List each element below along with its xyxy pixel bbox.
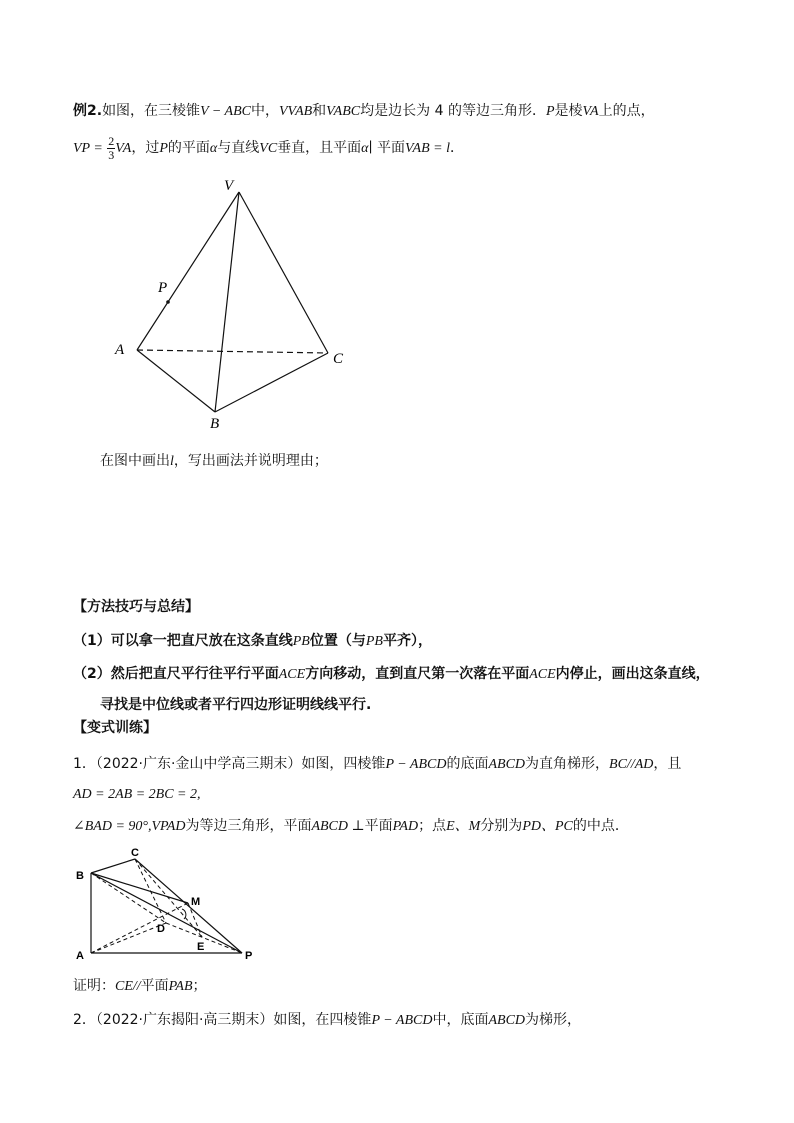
edge-BC	[91, 859, 135, 873]
text: 分别为	[480, 818, 523, 834]
edge-CD-hidden	[135, 859, 166, 923]
text: （2）然后把直尺平行往平行平面	[73, 666, 279, 682]
method-step2	[73, 664, 710, 685]
label-A: A	[76, 950, 84, 962]
math: P − ABCD	[371, 1013, 433, 1028]
math: P − ABCD	[385, 757, 447, 772]
label-P: P	[245, 950, 253, 962]
variants-heading: 【变式训练】	[73, 720, 157, 736]
instruction	[100, 451, 328, 472]
math: ABCD	[488, 1013, 526, 1028]
text: 均是边长为 4 的等边三角形．	[360, 103, 546, 119]
math: PB	[292, 634, 310, 649]
math: BC//AD	[609, 757, 654, 772]
text: 是棱	[554, 103, 583, 119]
math: P	[159, 141, 168, 156]
label-D: D	[157, 923, 165, 935]
example2-line1	[73, 101, 655, 122]
label-E: E	[197, 941, 205, 953]
text: 与直线	[217, 140, 260, 156]
label-A: A	[115, 342, 125, 358]
edge-BD-hidden	[91, 873, 166, 923]
example-label: 例2.	[73, 103, 103, 119]
edge-CP	[135, 859, 242, 953]
math: VA	[115, 141, 132, 156]
text: ，且	[653, 756, 682, 772]
math: PB	[365, 634, 383, 649]
text: 内停止，画出这条直线，	[555, 666, 710, 682]
math: VP =	[73, 141, 103, 156]
fraction-numerator: 2	[108, 133, 115, 148]
math: ABCD	[488, 757, 526, 772]
math: ACE	[278, 667, 306, 682]
text: 为直角梯形，	[525, 756, 610, 772]
text: 平面	[364, 818, 393, 834]
text: ．	[450, 140, 464, 156]
edge-AC-hidden	[137, 350, 328, 353]
math: VVAB	[279, 104, 313, 119]
edge-AD-hidden	[91, 923, 166, 953]
math: PAD	[392, 819, 419, 834]
label-C: C	[131, 847, 139, 859]
math: VC	[259, 141, 278, 156]
label-V: V	[224, 178, 234, 194]
math: ABCD ⊥	[311, 819, 365, 834]
edge-VC	[239, 192, 328, 353]
math: VAB = l	[405, 141, 450, 156]
text: 的中点．	[572, 818, 629, 834]
text: 位置（与	[309, 633, 366, 649]
text: 在图中画出	[100, 453, 170, 469]
text: 中，	[251, 103, 279, 119]
edge-VB	[215, 192, 239, 412]
text: 平面	[372, 140, 406, 156]
math: PAB	[168, 979, 193, 994]
edge-VA	[137, 192, 239, 350]
math: ACE	[529, 667, 556, 682]
pyramid-figure	[70, 843, 270, 968]
text: 平面	[140, 978, 169, 994]
math: PD、PC	[522, 819, 573, 834]
question2-line1	[73, 1010, 581, 1031]
point-P	[166, 300, 170, 304]
text: 上的点，	[598, 103, 655, 119]
math: V − ABC	[200, 104, 251, 119]
proof-line	[73, 976, 207, 997]
math: VABC	[326, 104, 361, 119]
label-P: P	[158, 280, 168, 296]
text: 方向移动，直到直尺第一次落在平面	[305, 666, 530, 682]
text: 2．（2022·广东揭阳·高三期末）如图，在四棱锥	[73, 1012, 372, 1028]
text: ；	[192, 978, 207, 994]
text: ，写出画法并说明理由；	[173, 453, 328, 469]
fraction-denominator: 3	[108, 147, 115, 162]
text: 的底面	[446, 756, 489, 772]
text: 为梯形，	[525, 1012, 582, 1028]
label-M: M	[191, 896, 201, 908]
edge-BC	[215, 353, 328, 412]
text: （1）可以拿一把直尺放在这条直线	[73, 633, 293, 649]
math: α∣	[361, 141, 373, 156]
question1-line3	[73, 816, 629, 837]
label-B: B	[210, 416, 220, 432]
math: P	[545, 104, 555, 119]
text: ，过	[131, 140, 160, 156]
text: 和	[312, 103, 327, 119]
math: α	[209, 141, 218, 156]
methods-heading: 【方法技巧与总结】	[73, 599, 199, 615]
math: CE//	[115, 979, 141, 994]
text: 1．（2022·广东·金山中学高三期末）如图，四棱锥	[73, 756, 386, 772]
math: l	[170, 454, 174, 469]
text: 中，底面	[432, 1012, 489, 1028]
edge-BP	[91, 873, 242, 953]
method-step1	[73, 631, 432, 652]
text: 证明：	[73, 978, 115, 994]
method-step3: 寻找是中位线或者平行四边形证明线线平行.	[100, 697, 372, 713]
question1-line1	[73, 754, 681, 775]
example2-line2	[73, 134, 464, 163]
label-C: C	[333, 351, 344, 367]
text: 为等边三角形，平面	[185, 818, 312, 834]
label-B: B	[76, 870, 84, 882]
text: 平齐），	[382, 633, 432, 649]
text: 的平面	[167, 140, 210, 156]
math: VA	[582, 104, 599, 119]
edge-AM-hidden	[91, 903, 188, 953]
math: E、M	[446, 819, 481, 834]
math: ∠BAD = 90°,VPAD	[73, 819, 186, 834]
question1-line2: AD = 2AB = 2BC = 2,	[73, 787, 201, 802]
tetrahedron-figure	[100, 170, 360, 435]
edge-AB	[137, 350, 215, 412]
text: ；点	[418, 818, 447, 834]
text: 如图，在三棱锥	[102, 103, 201, 119]
text: 垂直，且平面	[277, 140, 362, 156]
